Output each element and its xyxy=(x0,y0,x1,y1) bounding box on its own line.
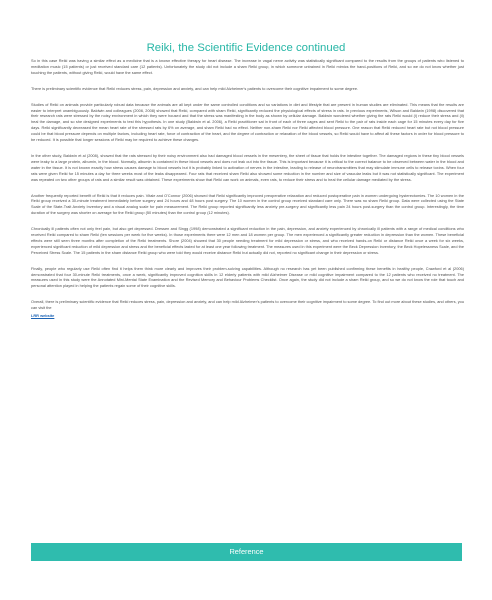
page-title: Reiki, the Scientific Evidence continued xyxy=(146,41,346,54)
article-paragraph-8: Overall, there is preliminary scientific evidence that Reiki reduces stress, pain, depression and anxiety, and can help mild Alzheimer's patients to overcome their cognitive impairment to some degree. To find out more about these studies, and others, you can visit the xyxy=(31,300,464,311)
article-paragraph-2: There is preliminary scientific evidence that Reiki reduces stress, pain, depression and anxiety, and can help mild Alzheimer's patients to overcome their cognitive impairment to some degree. xyxy=(31,86,359,91)
reference-button[interactable]: Reference xyxy=(31,543,462,561)
article-paragraph-7: Finally, people who regularly use Reiki often find it helps them think more clearly and improves their problem-solving capabilities. Although no research has yet been published confirming these benefits in healthy people, Crawford et al (2006) demonstrated that four 30-minute Reiki treatments, once a week, significantly improved cognition skills in 12 elderly patients with mild Alzheimer Disease or mild cognitive impairment compared to the 12 patients who received no treatment. The measures used in this study were the Annotated Mini-Mental State Examination and the Revised Memory and Behaviour Problems Checklist. Once again, the study did not include a sham Reiki group, and so we do not know the role that touch and personal attention played in helping the patients regain some of their cognitive skills. xyxy=(31,266,464,289)
article-paragraph-5: Another frequently reported benefit of Reiki is that it reduces pain. Vitale and O'Connor (2006) showed that Reiki significantly improved preoperative relaxation and reduced postoperative pain in women undergoing hysterectomies. The 10 women in the Reiki group received a 30-minute treatment immediately before surgery and 24 hours and 48 hours post surgery. The 10 women in the control group received standard care only. There was no sham Reiki group. Data were collected using the State Scale of the State-Trait Anxiety Inventory and a visual analog scale for pain measurement. The Reiki group reported significantly less anxiety pre-surgery and significantly less pain 24 hours post-surgery than the control group. Interestingly, the time duration of the surgery was shorter on average for the Reiki group (50 minutes) than the control group (12 minutes). xyxy=(31,193,464,216)
article-paragraph-4: In the other study, Baldwin et al (2008), showed that the rats stressed by their noisy environment also had damaged blood vessels in the mesentery, the sheet of tissue that holds the intestine together. The damaged regions in these tiny blood vessels were leaky to a large protein, albumin, in the blood. Normally, albumin is contained in these blood vessels and does not leak out into the tissue. This is important because it is critical to the correct balance to be observed between water in the blood and water in the tissue. It is not known exactly how stress causes damage to blood vessels but it is probably linked to activation of nerves in the intestine, leading to release of neurotransmitters that may stimulate immune cells to release toxins. When four rats were given Reiki for 15 minutes a day for three weeks most of the leaks disappeared. Four rats that received sham Reiki also showed some reduction in the number and size of vascular leaks but it was not statistically significant. The experiment was repeated on two other groups of rats and a similar result was obtained. These experiments show that Reiki can work on animals, even rats, to reduce their stress and to heal the cellular damage mediated by the stress. xyxy=(31,153,464,182)
article-body xyxy=(31,59,464,319)
article-paragraph-6: Chronically ill patients often not only feel pain, but also get depressed. Dressen and Singg (1998) demonstrated a significant reduction in the pain, depression, and anxiety experienced by chronically ill patients with a range of medical conditions who received Reiki compared to sham Reiki (ten sessions per week for five weeks). In those experiments there were 12 men and 18 women per group. The men experienced a significantly greater reduction in depression than the women. These beneficial effects were still seen three months after completion of the Reiki treatments. Shore (2004) showed that 30 people needing treatment for mild depression or stress, and who received hands-on Reiki or distance Reiki once a week for six weeks, experienced significant reduction of mild depression and stress and the beneficial effects lasted for at least one year following treatment. The measures used in this experiment were the Beck Depression Inventory, the Beck Hopelessness Scale, and the Perceived Stress Scale. The 15 patients in the sham distance Reiki group who were told they would receive distance Reiki but actually did not, reported no significant change in their depression or stress. xyxy=(31,227,464,255)
article-paragraph-3: Studies of Reiki on animals provide particularly robust data because the animals are all kept under the same controlled conditions and so variations in diet and lifestyle that are present in human studies are eliminated. This means that the results are easier to interpret unambiguously. Baldwin and colleagues (2006, 2008) showed that Reiki, compared with sham Reiki, significantly reduced the physiological effects of stress in rats. In previous experiments, Wilson and Baldwin (1998) discovered that their research rats were stressed by the noisy environment in which they were housed and that the stress was manifesting in the body as shown by cellular damage. Baldwin wondered whether giving the rats Reiki would (i) reduce their stress and (ii) heal the damage, and so she designed experiments to test this hypothesis. In one study (Baldwin et al. 2006), a Reiki practitioner sat in front of each of three cages and sent Reiki to the pair of rats inside each cage for 15 minutes every day for five days. Reiki significantly decreased the mean heart rate of the stressed rats by 6% on average, and sham Reiki had no effect. Neither non-sham Reiki nor Reiki affected blood pressure. One reason that Reiki reduced heart rate but not blood pressure could be that blood pressure depends on multiple factors, including heart rate, force of contraction of the heart, and the degree of contraction or relaxation of the blood vessels, so Reiki would have to affect all these factors in order for blood pressure to be reduced. It is possible that longer sessions of Reiki may be required to achieve these changes. xyxy=(31,102,464,143)
article-paragraph-1: So in this case Reiki was having a similar effect as a medicine that is a known effective therapy for heart disease. The increase in vagal nerve activity was statistically significant compared to the results from the groups of patients who listened to meditation music (15 patients) or just received standard care (12 patients). Unfortunately the study did not include a sham Reiki group, in which someone untrained in Reiki mimics the hand-positions of Reiki, and so we do not know whether just touching the patients, without giving Reiki, would have the same effect. xyxy=(31,59,464,75)
lrr-website-link[interactable]: LRR website xyxy=(31,313,55,319)
